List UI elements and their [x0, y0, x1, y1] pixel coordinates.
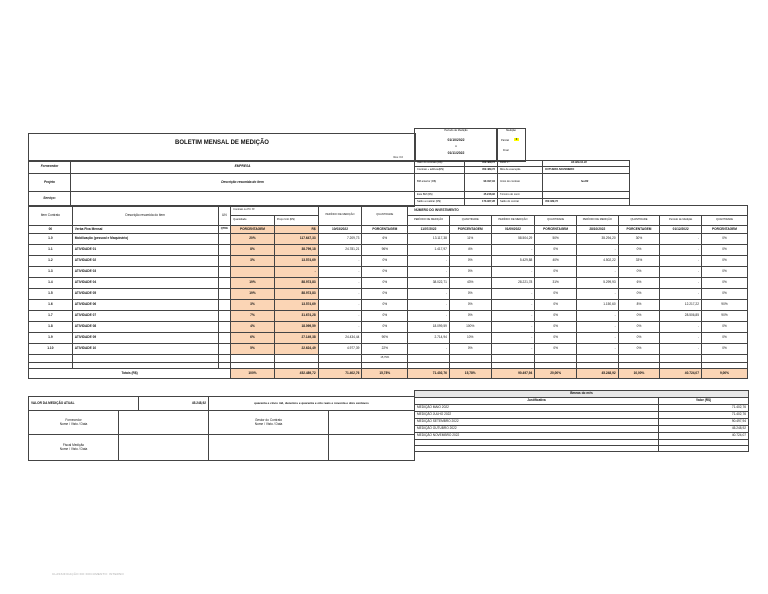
- row-desc: ATIVIDADE 04: [72, 278, 218, 289]
- list-item: [415, 412, 749, 419]
- table-row: [29, 256, 748, 267]
- sub-date-5: 01/12/2022: [660, 226, 702, 234]
- row-v2: -: [408, 256, 450, 267]
- row-v5: -: [660, 333, 702, 344]
- col-quantidade-2: QUANTIDADE: [449, 216, 491, 226]
- row-un: [218, 289, 231, 300]
- servico-label: Serviço:: [29, 192, 71, 207]
- row-v4: -: [576, 267, 618, 278]
- row-v1: 24.781,21: [318, 245, 362, 256]
- sub-pct-5: PORCENTAGEM: [701, 226, 747, 234]
- row-p4: 0%: [618, 344, 660, 355]
- sub-un: QTDE: [218, 226, 231, 234]
- totals-v4: 45.248,92: [576, 369, 618, 379]
- table-row: [29, 278, 748, 289]
- row-v2: -: [408, 344, 450, 355]
- measurement-table: [28, 205, 748, 379]
- row-p5: 0%: [701, 245, 747, 256]
- medicao-value: 45.248,92: [659, 426, 749, 433]
- row-v5: 12.217,22: [660, 300, 702, 311]
- parcial-label: Parcial: [501, 139, 509, 142]
- row-p3: 40%: [535, 256, 577, 267]
- row-p1: 0%: [362, 278, 408, 289]
- sub-preco: R$: [274, 226, 318, 234]
- row-p3: 0%: [535, 289, 577, 300]
- table-row: [29, 267, 748, 278]
- row-un: [218, 333, 231, 344]
- medicao-label: MEDIÇÃO MAIO 2022: [415, 405, 659, 412]
- row-v3: 28.221,78: [491, 278, 535, 289]
- valor-contrato-label: Valor do contrato (R$): [415, 161, 465, 167]
- row-un: [218, 278, 231, 289]
- totals-v1: 71.402,76: [318, 369, 362, 379]
- fornecedor-value: EMPRESA: [71, 161, 415, 174]
- row-v1: -: [318, 289, 362, 300]
- medicao-value: 40.724,07: [659, 433, 749, 440]
- row-un: [218, 256, 231, 267]
- row-item: 1.0: [29, 234, 73, 245]
- row-p5: 0%: [701, 234, 747, 245]
- row-v4: -: [576, 344, 618, 355]
- table-row: [29, 322, 748, 333]
- numero-investimento-label: NÚMERO DO INVESTIMENTO: [408, 206, 748, 216]
- row-v1: -: [318, 278, 362, 289]
- col-qtd: Quantidade: [231, 216, 275, 226]
- row-v3: -: [491, 300, 535, 311]
- col-quantidade-3: QUANTIDADE: [535, 216, 577, 226]
- row-preco: 13.574,69: [274, 256, 318, 267]
- row-v5: -: [660, 344, 702, 355]
- bm-anterior-label: BM anterior (R$): [415, 174, 465, 192]
- termino-value: [543, 192, 630, 199]
- row-item: 1.4: [29, 278, 73, 289]
- projeto-value: Descrição resumida do item: [71, 174, 415, 192]
- medicao-label: MEDIÇÃO SETEMBRO 2022: [415, 419, 659, 426]
- totals-p5: 9,00%: [701, 369, 747, 379]
- row-p5: 0%: [701, 278, 747, 289]
- row-item: 1.1: [29, 245, 73, 256]
- sub-pct-4: PORCENTAGEM: [618, 226, 660, 234]
- row-v4: -: [576, 289, 618, 300]
- row-v2: -: [408, 311, 450, 322]
- row-v5: -: [660, 256, 702, 267]
- row-p2: 0%: [449, 300, 491, 311]
- row-v1: -: [318, 300, 362, 311]
- row-v5: 28.506,85: [660, 311, 702, 322]
- row-p1: 90%: [362, 333, 408, 344]
- sub-item: 00: [29, 226, 73, 234]
- saldo-value: 173.927,28: [465, 199, 498, 206]
- mes-label: Mês de execução: [498, 167, 543, 174]
- col-quantidade-4: QUANTIDADE: [618, 216, 660, 226]
- row-v4: 35.294,20: [576, 234, 618, 245]
- supplier-table: [28, 160, 415, 207]
- table-row: [29, 333, 748, 344]
- valor-extenso: quarenta e cinco mil, duzentos e quarenta e oito reais e noventa e dois centavos: [209, 397, 415, 411]
- row-v3: -: [491, 322, 535, 333]
- row-v3: -: [491, 245, 535, 256]
- row-p3: 0%: [535, 322, 577, 333]
- row-desc: ATIVIDADE 05: [72, 289, 218, 300]
- row-qtd: 3%: [231, 256, 275, 267]
- row-p1: 0%: [362, 311, 408, 322]
- row-item: 1.8: [29, 322, 73, 333]
- bmeas-title: Bmeas do mês: [415, 391, 749, 398]
- revision-label: Rev. 0.0: [393, 156, 403, 159]
- row-un: [218, 322, 231, 333]
- justificativa-label: Justificativa: [415, 398, 659, 405]
- row-p1: 0%: [362, 256, 408, 267]
- row-item: 1.5: [29, 289, 73, 300]
- row-v5: -: [660, 245, 702, 256]
- row-v4: -: [576, 245, 618, 256]
- gestor-signature[interactable]: [209, 411, 329, 435]
- col-item: Item Contrato: [29, 206, 73, 226]
- row-v5: -: [660, 278, 702, 289]
- row-item: 1.3: [29, 267, 73, 278]
- totals-p3: 20,00%: [535, 369, 577, 379]
- col-un: UN: [218, 206, 231, 226]
- row-preco: -: [274, 267, 318, 278]
- row-p3: 31%: [535, 278, 577, 289]
- row-p3: 0%: [535, 333, 577, 344]
- row-un: [218, 267, 231, 278]
- row-qtd: 3%: [231, 300, 275, 311]
- row-p3: 0%: [535, 300, 577, 311]
- row-p3: 0%: [535, 311, 577, 322]
- mes-value: OUTUBRO-NOVEMBRO: [543, 167, 630, 174]
- row-p2: 0%: [449, 256, 491, 267]
- row-p1: 0%: [362, 289, 408, 300]
- list-item: [415, 419, 749, 426]
- medicao-value: 71.402,76: [659, 405, 749, 412]
- row-v1: 4.977,39: [318, 344, 362, 355]
- row-p5: 0%: [701, 322, 747, 333]
- table-row: [29, 300, 748, 311]
- row-p4: 0%: [618, 289, 660, 300]
- col-periodo-1: PERÍODO DE MEDIÇÃO: [318, 206, 362, 226]
- row-desc: ATIVIDADE 03: [72, 267, 218, 278]
- row-p3: 50%: [535, 234, 577, 245]
- row-desc: ATIVIDADE 10: [72, 344, 218, 355]
- row-p4: 0%: [618, 322, 660, 333]
- medicao-label: Medição: [506, 129, 516, 132]
- este-bm-value: 45.248,92: [465, 192, 498, 199]
- sub-date-3: 01/09/2022: [491, 226, 535, 234]
- list-item: [415, 405, 749, 412]
- row-v2: -: [408, 289, 450, 300]
- row-v4: 4.502,22: [576, 256, 618, 267]
- valor-rs-label: Valor (R$): [659, 398, 749, 405]
- row-qtd: 20%: [231, 234, 275, 245]
- list-item: [415, 426, 749, 433]
- row-p2: 100%: [449, 322, 491, 333]
- row-desc: ATIVIDADE 06: [72, 300, 218, 311]
- period-a: A: [455, 145, 457, 148]
- totals-v2: 71.402,76: [408, 369, 450, 379]
- saldo-label: Saldo a realizar (R$): [415, 199, 465, 206]
- row-qtd: 19%: [231, 289, 275, 300]
- inicio-value: fev/22: [543, 174, 630, 192]
- sub-pct-3: PORCENTAGEM: [535, 226, 577, 234]
- row-qtd: 5%: [231, 344, 275, 355]
- table-row: [29, 311, 748, 322]
- row-preco: 88.973,83: [274, 278, 318, 289]
- totals-v5: 40.724,07: [660, 369, 702, 379]
- fiscal-signature[interactable]: [29, 435, 119, 461]
- sub-desc: Verba Fixa Mensal: [72, 226, 218, 234]
- row-p3: 0%: [535, 267, 577, 278]
- totals-v3: 90.497,94: [491, 369, 535, 379]
- row-preco: 18.099,59: [274, 322, 318, 333]
- col-periodo-4: PERÍODO DE MEDIÇÃO: [576, 216, 618, 226]
- final-label: Final: [503, 149, 509, 152]
- col-desc: Descrição resumida do item: [72, 206, 218, 226]
- period-label: Período de Medição: [444, 129, 468, 132]
- row-item: 1.6: [29, 300, 73, 311]
- row-p1: 0%: [362, 267, 408, 278]
- fiscal-sign-sub: Nome / Visto / Data: [59, 446, 88, 451]
- row-desc: ATIVIDADE 07: [72, 311, 218, 322]
- col-preco: Preço Unit (R$): [274, 216, 318, 226]
- extra-percentage: 15,79%: [362, 355, 408, 363]
- fiscal-sign-label: Fiscal Medição: [62, 442, 85, 447]
- row-p4: 30%: [618, 234, 660, 245]
- contract-values-table: [414, 160, 498, 206]
- row-v4: -: [576, 333, 618, 344]
- row-un: [218, 344, 231, 355]
- row-preco: 27.149,38: [274, 333, 318, 344]
- medicao-box: [496, 128, 526, 162]
- valor-medicao-label: VALOR DA MEDIÇÃO ATUAL: [29, 397, 139, 411]
- list-item: [415, 433, 749, 440]
- row-p4: 0%: [618, 245, 660, 256]
- row-p2: 10%: [449, 333, 491, 344]
- row-p5: 90%: [701, 300, 747, 311]
- row-p4: 0%: [618, 333, 660, 344]
- row-p2: 43%: [449, 278, 491, 289]
- fornecedor-signature[interactable]: [29, 411, 119, 435]
- row-preco: 88.973,83: [274, 289, 318, 300]
- row-preco: 117.647,33: [274, 234, 318, 245]
- projeto-label: Projeto: [29, 174, 71, 192]
- medicao-label: MEDIÇÃO JULHO 2022: [415, 412, 659, 419]
- bm-anterior-value: 90.497,94: [465, 174, 498, 192]
- signatures-table: [28, 410, 415, 461]
- row-v2: 13.117,38: [408, 234, 450, 245]
- row-p4: 33%: [618, 256, 660, 267]
- medicao-label: MEDIÇÃO NOVEMBRO 2022: [415, 433, 659, 440]
- gestor-sign-label: Gestor do Contrato: [254, 417, 283, 422]
- row-qtd: 19%: [231, 278, 275, 289]
- row-p2: 0%: [449, 311, 491, 322]
- col-quantidade-1: QUANTIDADE: [362, 206, 408, 226]
- este-bm-label: Este BM (R$): [415, 192, 465, 199]
- row-desc: ATIVIDADE 09: [72, 333, 218, 344]
- row-p1: 96%: [362, 245, 408, 256]
- row-p5: 0%: [701, 289, 747, 300]
- row-v4: -: [576, 311, 618, 322]
- row-v3: -: [491, 289, 535, 300]
- row-p4: 0%: [618, 311, 660, 322]
- period-start: 01/10/2022: [447, 138, 465, 142]
- row-v5: -: [660, 267, 702, 278]
- row-preco: 31.674,28: [274, 311, 318, 322]
- row-p4: 0%: [618, 267, 660, 278]
- row-v5: -: [660, 289, 702, 300]
- row-qtd: [231, 267, 275, 278]
- row-p2: 0%: [449, 344, 491, 355]
- row-v4: 1.150,60: [576, 300, 618, 311]
- col-quantidade-5: QUANTIDADE: [701, 216, 747, 226]
- col-periodo-2: PERÍODO DE MEDIÇÃO: [408, 216, 450, 226]
- row-v3: -: [491, 311, 535, 322]
- row-p2: 11%: [449, 234, 491, 245]
- row-v3: -: [491, 267, 535, 278]
- totals-p1: 15,78%: [362, 369, 408, 379]
- saldo-contrato-value: 452.489,72: [543, 199, 630, 206]
- valor-medicao-table: [28, 396, 415, 411]
- table-row: [29, 234, 748, 245]
- row-p3: 0%: [535, 245, 577, 256]
- row-p2: 4%: [449, 245, 491, 256]
- row-desc: ATIVIDADE 01: [72, 245, 218, 256]
- totals-p4: 10,00%: [618, 369, 660, 379]
- row-item: 1.9: [29, 333, 73, 344]
- row-qtd: 6%: [231, 333, 275, 344]
- row-un: [218, 300, 231, 311]
- row-item: 1.10: [29, 344, 73, 355]
- row-p2: 0%: [449, 267, 491, 278]
- contrato-aditivos-label: Contrato + aditivos(R$): [415, 167, 465, 174]
- row-preco: 13.574,69: [274, 300, 318, 311]
- row-p1: 6%: [362, 234, 408, 245]
- medicao-value: 71.402,76: [659, 412, 749, 419]
- row-item: 1.7: [29, 311, 73, 322]
- row-v1: -: [318, 311, 362, 322]
- row-v2: 38.022,71: [408, 278, 450, 289]
- fornecedor-sign-sub: Nome / Visto / Data: [59, 421, 88, 426]
- row-p5: 0%: [701, 256, 747, 267]
- row-v2: -: [408, 300, 450, 311]
- medicao-value: 90.497,94: [659, 419, 749, 426]
- row-un: [218, 234, 231, 245]
- row-p3: 0%: [535, 344, 577, 355]
- row-v1: -: [318, 256, 362, 267]
- termino-label: Término do contr.: [498, 192, 543, 199]
- classification-label: CLASSIFICAÇÃO DO DOCUMENTO: INTERNO: [52, 572, 124, 576]
- row-v1: 24.434,44: [318, 333, 362, 344]
- col-periodo-3: PERÍODO DE MEDIÇÃO: [491, 216, 535, 226]
- valor-medicao-value: 45.248,92: [139, 397, 209, 411]
- medicao-label: MEDIÇÃO OUTUBRO 2022: [415, 426, 659, 433]
- saldo-contrato-label: Saldo do contrat: [498, 199, 543, 206]
- row-p2: 0%: [449, 289, 491, 300]
- row-preco: 38.799,18: [274, 245, 318, 256]
- row-preco: 22.624,49: [274, 344, 318, 355]
- totals-label: Totais (R$): [29, 369, 231, 379]
- contrato-pc-label: Contrato ou PC Nº:: [231, 206, 319, 216]
- col-periodo-5: Período de Medição: [660, 216, 702, 226]
- row-v3: 5.429,88: [491, 256, 535, 267]
- fornecedor-label: Fornecedor: [29, 161, 71, 174]
- row-v3: -: [491, 344, 535, 355]
- row-v3: 58.504,29: [491, 234, 535, 245]
- row-p5: 0%: [701, 267, 747, 278]
- page-title: BOLETIM MENSAL DE MEDIÇÃO: [175, 140, 269, 146]
- gestor-sign-sub: Nome / Visto / Data: [254, 421, 283, 426]
- row-v2: -: [408, 267, 450, 278]
- row-p1: 0%: [362, 322, 408, 333]
- parcial-checkbox[interactable]: X: [515, 138, 518, 141]
- row-p5: 0%: [701, 344, 747, 355]
- sub-date-2: 11/07/2022: [408, 226, 450, 234]
- row-v4: 5.299,93: [576, 278, 618, 289]
- bmeas-table: [414, 390, 749, 452]
- table-row: [29, 245, 748, 256]
- row-v2: 2.714,94: [408, 333, 450, 344]
- bmm-table: [497, 160, 630, 206]
- row-v1: 7.209,73: [318, 234, 362, 245]
- valor-contrato-value: 452.489,72: [465, 161, 498, 167]
- row-qtd: 7%: [231, 311, 275, 322]
- row-v2: 1.417,97: [408, 245, 450, 256]
- row-un: [218, 245, 231, 256]
- sub-pct-2: PORCENTAGEM: [449, 226, 491, 234]
- row-p4: 6%: [618, 278, 660, 289]
- row-v1: -: [318, 322, 362, 333]
- totals-p2: 15,78%: [449, 369, 491, 379]
- bmm-label: BMM nº:: [498, 161, 543, 167]
- period-end: 01/11/2022: [447, 151, 465, 155]
- row-un: [218, 311, 231, 322]
- totals-preco: 452.489,72: [274, 369, 318, 379]
- sub-qtd: PORCENTAGEM: [231, 226, 275, 234]
- row-desc: ATIVIDADE 02: [72, 256, 218, 267]
- row-qtd: 4%: [231, 322, 275, 333]
- period-box: [414, 128, 498, 162]
- bmm-value: HF-BM-04-22: [543, 161, 630, 167]
- row-v3: -: [491, 333, 535, 344]
- fornecedor-sign-label: Fornecedor: [65, 417, 82, 422]
- row-p5: 90%: [701, 311, 747, 322]
- row-v2: 18.099,59: [408, 322, 450, 333]
- row-p4: 8%: [618, 300, 660, 311]
- sub-pct-1: PORCENTAGEM: [362, 226, 408, 234]
- sub-date-1: 10/03/2022: [318, 226, 362, 234]
- row-p5: 0%: [701, 333, 747, 344]
- row-v4: -: [576, 322, 618, 333]
- title-box: [28, 133, 416, 162]
- contrato-aditivos-value: 452.489,72: [465, 167, 498, 174]
- row-desc: Mobilização (pessoal e Maquinário): [72, 234, 218, 245]
- row-v5: -: [660, 322, 702, 333]
- row-item: 1.2: [29, 256, 73, 267]
- row-p1: 22%: [362, 344, 408, 355]
- row-v5: -: [660, 234, 702, 245]
- row-desc: ATIVIDADE 08: [72, 322, 218, 333]
- sub-date-4: 28/10/2022: [576, 226, 618, 234]
- row-qtd: 8%: [231, 245, 275, 256]
- inicio-label: Início do contrato: [498, 174, 543, 192]
- table-row: [29, 344, 748, 355]
- table-row: [29, 289, 748, 300]
- totals-qtd: 100%: [231, 369, 275, 379]
- row-v1: -: [318, 267, 362, 278]
- row-p1: 0%: [362, 300, 408, 311]
